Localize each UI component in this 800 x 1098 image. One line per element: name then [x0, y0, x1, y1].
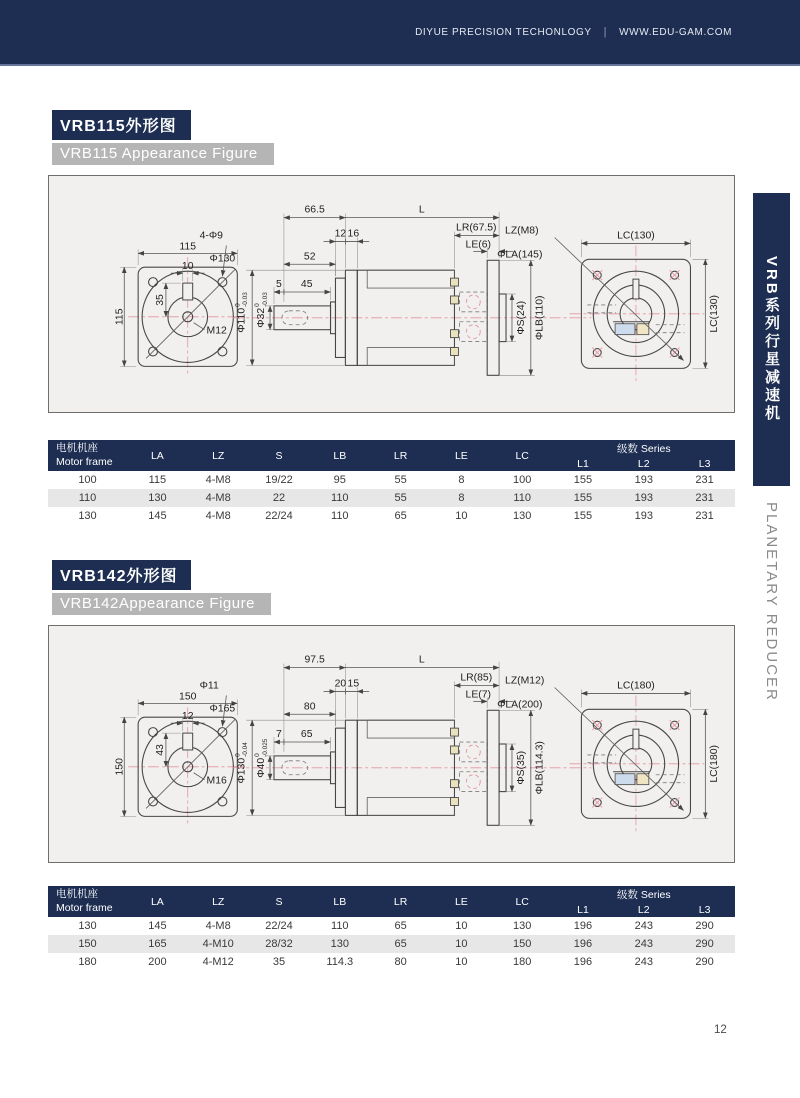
table-row: 130 145 4-M8 22/24 110 65 10 130 155 193 231 [78, 510, 714, 522]
svg-text:-0.03: -0.03 [262, 292, 270, 307]
header-separator: | [603, 26, 608, 38]
col-header-l1: L1 [553, 457, 614, 471]
col-header-s: S [249, 886, 310, 917]
dim-keyway-width: 12 [181, 711, 194, 723]
dim-front-width: 150 [179, 691, 197, 703]
svg-text:-0.03: -0.03 [242, 292, 250, 307]
dim-front-height: 150 [114, 758, 126, 776]
col-header-l2: L2 [613, 457, 674, 471]
dim-register-b2: 16 [347, 228, 360, 240]
dim-register-b1: 20 [334, 678, 347, 690]
label-bolt-circle: Φ165 [209, 703, 236, 715]
label-la-bolt-circle: ΦLA(145) [497, 249, 543, 261]
dim-shaft-diameter [254, 738, 269, 778]
website-link[interactable]: WWW.EDU-GAM.COM [619, 26, 732, 38]
dim-lr: LR(85) [460, 672, 493, 684]
col-header-le: LE [431, 886, 492, 917]
dim-shaft-step: 7 [276, 729, 282, 741]
sidebar-series-en-label: PLANETARY REDUCER [763, 502, 780, 702]
section1-title-block [52, 110, 274, 165]
col-header-lb: LB [309, 440, 370, 471]
dim-pilot-diameter [234, 742, 249, 784]
svg-text:0: 0 [254, 753, 262, 757]
dim-lc-top: LC(180) [617, 680, 655, 692]
col-header-le: LE [431, 440, 492, 471]
section2-title-block [52, 560, 271, 615]
section1-title-cn: VRB115外形图 [52, 110, 191, 140]
dim-shaft-step: 5 [276, 279, 282, 291]
svg-text:Φ40: Φ40 [256, 757, 268, 778]
table-row: 110 130 4-M8 22 110 55 8 110 155 193 231 [48, 489, 735, 507]
label-lz-thread: LZ(M8) [505, 225, 539, 237]
svg-text:0: 0 [234, 753, 242, 757]
dim-housing-length: 80 [303, 701, 316, 713]
col-header-lz: LZ [188, 440, 249, 471]
col-header-motor-frame: 电机机座 Motor frame [48, 440, 127, 471]
label-mount-holes: Φ11 [199, 680, 219, 692]
figure1-drawing-frame [48, 175, 735, 413]
label-shaft-thread: M16 [206, 775, 227, 787]
dim-front-length: 66.5 [304, 204, 325, 216]
col-header-lc: LC [492, 886, 553, 917]
dim-output-lb: ΦLB(114.3) [534, 741, 546, 795]
col-header-lr: LR [370, 440, 431, 471]
table-row: 150 165 4-M10 28/32 130 65 10 150 196 243 290 [48, 935, 735, 953]
top-header-bar [0, 0, 800, 66]
page-number: 12 [714, 1024, 727, 1036]
dim-output-s: ΦS(24) [515, 300, 527, 335]
dim-shaft-length: 65 [300, 729, 313, 741]
col-header-l2: L2 [613, 903, 674, 917]
dim-lc-side: LC(180) [709, 745, 721, 783]
company-name: DIYUE PRECISION TECHONLOGY [415, 26, 592, 38]
dim-front-length: 97.5 [304, 654, 325, 666]
section2-title-en: VRB142Appearance Figure [52, 593, 271, 615]
section1-title-en: VRB115 Appearance Figure [52, 143, 274, 165]
col-header-lb: LB [309, 886, 370, 917]
dim-pilot-diameter [234, 292, 249, 333]
col-header-s: S [249, 440, 310, 471]
dim-register-b1: 12 [334, 228, 347, 240]
dim-lr: LR(67.5) [456, 222, 497, 234]
dim-keyway-depth: 35 [154, 294, 166, 306]
label-mount-holes: 4-Φ9 [199, 230, 223, 242]
dim-front-width: 115 [179, 241, 197, 253]
sidebar-series-tab [753, 193, 790, 486]
svg-text:0: 0 [254, 303, 262, 307]
label-lz-thread: LZ(M12) [505, 675, 545, 687]
col-header-lc: LC [492, 440, 553, 471]
dim-shaft-length: 45 [300, 279, 313, 291]
col-header-series: 级数 Series [553, 440, 735, 457]
dim-le: LE(7) [465, 689, 491, 701]
dim-le: LE(6) [465, 239, 491, 251]
col-header-la: LA [127, 886, 188, 917]
figure1-front-view [114, 230, 250, 376]
table-row: 100 115 4-M8 19/22 95 55 8 100 155 193 231 [78, 474, 714, 486]
dim-lc-side: LC(130) [709, 295, 721, 333]
table-row: 180 200 4-M12 35 114.3 80 10 180 196 243 290 [78, 956, 714, 968]
svg-text:0: 0 [234, 303, 242, 307]
dim-register-b2: 15 [347, 678, 360, 690]
svg-text:-0.04: -0.04 [242, 742, 250, 757]
col-header-l3: L3 [674, 457, 735, 471]
figure2-front-view [114, 680, 250, 826]
dim-total-length: L [418, 204, 425, 216]
col-header-lz: LZ [188, 886, 249, 917]
dim-total-length: L [418, 654, 425, 666]
col-header-l1: L1 [553, 903, 614, 917]
dim-housing-length: 52 [303, 251, 316, 263]
dim-front-height: 115 [114, 308, 126, 326]
svg-text:-0.025: -0.025 [262, 738, 270, 757]
dim-output-s: ΦS(35) [515, 750, 527, 785]
figure2-drawing-frame [48, 625, 735, 863]
table-row: 130 145 4-M8 22/24 110 65 10 130 196 243 290 [78, 920, 714, 932]
dim-keyway-depth: 43 [154, 744, 166, 756]
sidebar-series-en [753, 502, 790, 802]
figure2-drawing [49, 626, 734, 862]
dim-keyway-width: 10 [181, 261, 194, 273]
label-shaft-thread: M12 [206, 325, 227, 337]
dim-output-lb: ΦLB(110) [534, 295, 546, 341]
col-header-la: LA [127, 440, 188, 471]
vrb142-dimension-table [48, 886, 735, 971]
col-header-series: 级数 Series [553, 886, 735, 903]
col-header-motor-frame: 电机机座 Motor frame [48, 886, 127, 917]
section2-title-cn: VRB142外形图 [52, 560, 191, 590]
svg-text:Φ130: Φ130 [236, 757, 248, 784]
col-header-l3: L3 [674, 903, 735, 917]
sidebar-series-cn-label: VRB系列行星减速机 [763, 256, 780, 423]
dim-shaft-diameter [254, 292, 269, 328]
col-header-lr: LR [370, 886, 431, 917]
label-la-bolt-circle: ΦLA(200) [497, 699, 543, 711]
label-bolt-circle: Φ130 [209, 253, 236, 265]
dim-lc-top: LC(130) [617, 230, 655, 242]
vrb115-dimension-table [48, 440, 735, 525]
svg-text:Φ32: Φ32 [256, 307, 268, 328]
svg-text:Φ110: Φ110 [236, 307, 248, 333]
figure1-drawing [49, 176, 734, 412]
